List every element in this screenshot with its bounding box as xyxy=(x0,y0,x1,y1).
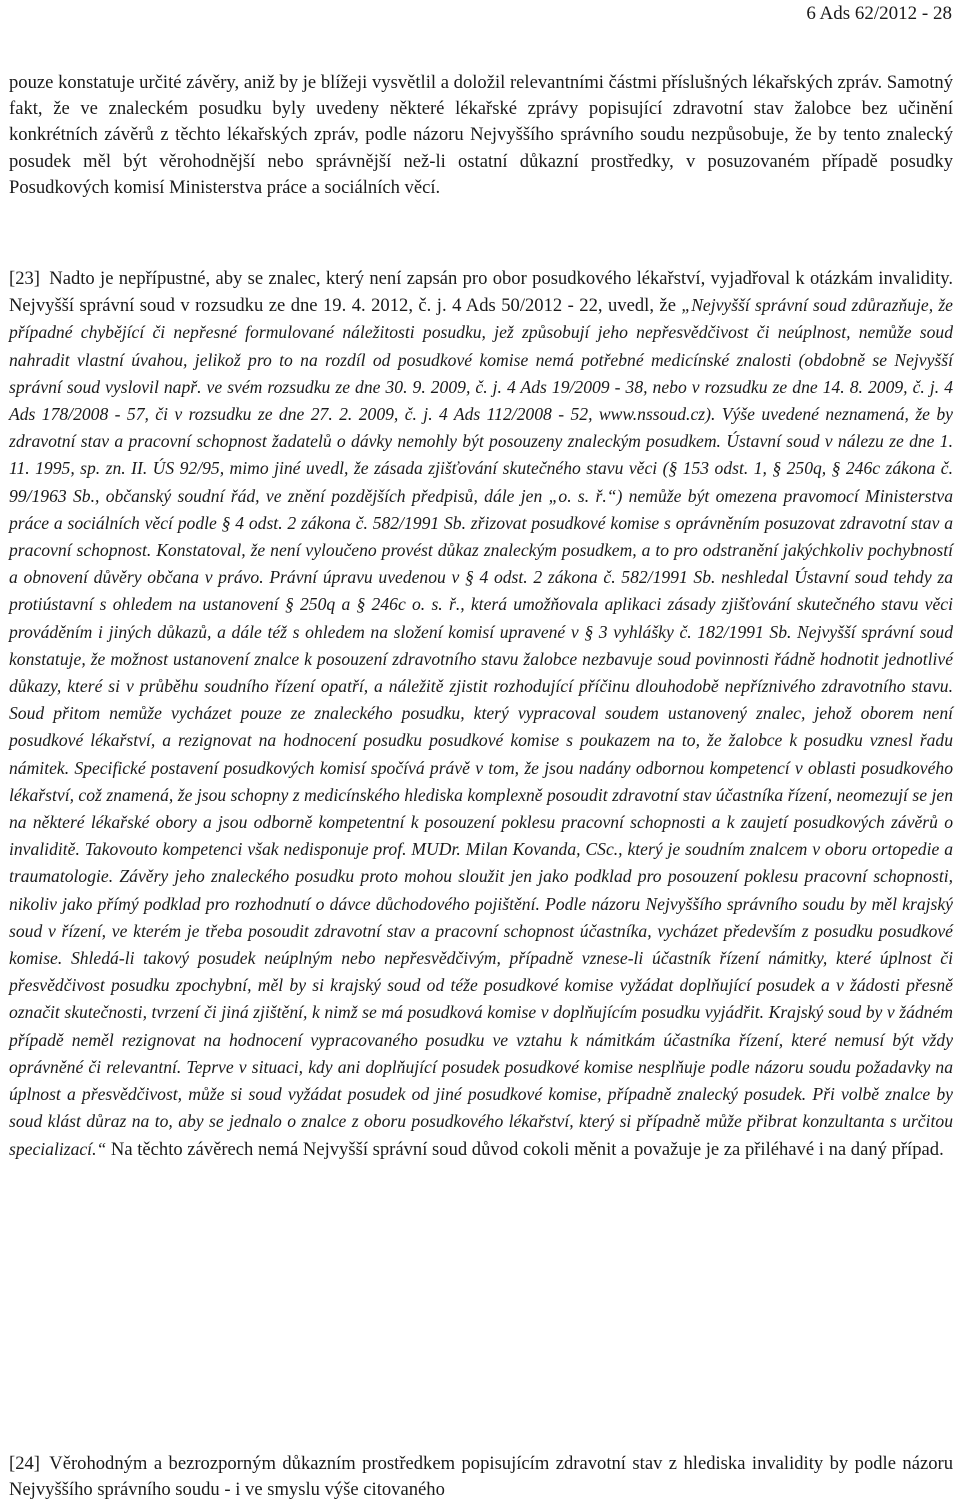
paragraph-closing-text: Na těchto závěrech nemá Nejvyšší správní soud důvod cokoli měnit a považuje je za přiléhavé i na daný případ. xyxy=(106,1138,944,1160)
quoted-judgment-text: „Nejvyšší správní soud zdůrazňuje, že případné chybějící či nepřesné formulované náležitosti posudku, jež způsobují jeho nepřesvědčivost či neúplnost, nemůže soud nahradit vlastní úvahou, jelikož pro to na rozdíl od posudkové komise nemá potřebné medicínské znalosti (obdobně se Nejvyšší správní soud vyslovil např. ve svém rozsudku ze dne 30. 9. 2009, č. j. 4 Ads 19/2009 - 38, nebo v rozsudku ze dne 14. 8. 2009, č. j. 4 Ads 178/2008 - 57, či v rozsudku ze dne 27. 2. 2009, č. j. 4 Ads 112/2008 - 52, www.nssoud.cz). Výše uvedené neznamená, že by zdravotní stav a pracovní schopnost žadatelů o dávky nemohly být posouzeny znaleckým posudkem. Ústavní soud v nálezu ze dne 1. 11. 1995, sp. zn. II. ÚS 92/95, mimo jiné uvedl, že zásada zjišťování skutečného stavu věci (§ 153 odst. 1, § 250q, § 246c zákona č. 99/1963 Sb., občanský soudní řád, ve znění pozdějších předpisů, dále jen „o. s. ř.“) nemůže být omezena pravomocí Ministerstva práce a sociálních věcí podle § 4 odst. 2 zákona č. 582/1991 Sb. zřizovat posudkové komise s oprávněním posuzovat zdravotní stav a pracovní schopnost. Konstatoval, že není vyloučeno provést důkaz znaleckým posudkem, a to pro odstranění jakýchkoliv pochybností a obnovení důvěry občana v právo. Právní úpravu uvedenou v § 4 odst. 2 zákona č. 582/1991 Sb. neshledal Ústavní soud tehdy za protiústavní s ohledem na ustanovení § 250q a § 246c o. s. ř., která umožňovala aplikaci zásady zjišťování skutečného stavu věci prováděním i jiných důkazů, a dále též s ohledem na složení komisí upravené v § 3 vyhlášky č. 182/1991 Sb. Nejvyšší správní soud konstatuje, že možnost ustanovení znalce k posouzení zdravotního stavu žalobce nezbavuje soud povinnosti řádně hodnotit jednotlivé důkazy, které si v průběhu soudního řízení opatří, a náležitě zjistit rozhodující příčinu dlouhodobě nepříznivého zdravotního stavu. Soud přitom nemůže vycházet pouze ze znaleckého posudku, který vypracoval soudem ustanovený znalec, jehož oborem není posudkové lékařství, a rezignovat na hodnocení posudku posudkové komise s poukazem na to, že žalobce k posudku vznesl řadu námitek. Specifické postavení posudkových komisí spočívá právě v tom, že jsou nadány odbornou kompetencí v oblasti posudkového lékařství, což znamená, že jsou schopny z medicínského hlediska komplexně posoudit zdravotní stav účastníka řízení, neomezují se jen na některé lékařské obory a jsou odborně kompetentní k posouzení poklesu pracovní schopnosti a k zaujetí posudkových závěrů o invaliditě. Takovouto kompetenci však nedisponuje prof. MUDr. Milan Kovanda, CSc., který je soudním znalcem v oboru ortopedie a traumatologie. Závěry jeho znaleckého posudku proto mohou sloužit jen jako podklad pro posouzení poklesu pracovní schopnosti, nikoliv jako přímý podklad pro rozhodnutí o dávce důchodového pojištění. Podle názoru Nejvyššího správního soudu by měl krajský soud v řízení, ve kterém je třeba posoudit zdravotní stav a pracovní schopnost účastníka, vycházet především z posudku posudkové komise. Shledá-li takový posudek neúplným nebo nepřesvědčivým, případně vznese-li účastník řízení námitky, které úplnost či přesvědčivost posudku zpochybní, měl by si krajský soud od téže posudkové komise vyžádat doplňující posudek a v žádosti přesně označit skutečnosti, tvrzení či jiná zjištění, k nimž se má posudková komise v doplňujícím posudku vyjádřit. Krajský soud by v žádném případě neměl rezignovat na hodnocení vypracovaného posudku ve vztahu k námitkám účastníka řízení, které nemusí být vždy oprávněné či relevantní. Teprve v situaci, kdy ani doplňující posudek posudkové komise nesplňuje podle názoru soudu požadavky na úplnost a přesvědčivost, může si soud vyžádat posudek od jiné posudkové komise, případně znalecký posudek. Při volbě znalce by soud klást důraz na to, aby se jednalo o znalce z oboru posudkového lékařství, který si případně může přibrat konzultanta s určitou specializací.“ xyxy=(9,295,953,1159)
paragraph-continuation xyxy=(9,70,953,201)
paragraph-marker: [24] xyxy=(9,1453,40,1474)
paragraph-text: pouze konstatuje určité závěry, aniž by je blížeji vysvětlil a doložil relevantními částmi příslušných lékařských zpráv. Samotný fakt, že ve znaleckém posudku byly uvedeny některé lékařské zprávy popisující zdravotní stav žalobce bez učinění konkrétních závěrů z těchto lékařských zpráv, podle názoru Nejvyššího správního soudu nezpůsobuje, že by tento znalecký posudek měl být věrohodnější nebo správnější než-li ostatní důkazní prostředky, v posuzovaném případě posudky Posudkových komisí Ministerstva práce a sociálních věcí. xyxy=(9,72,953,198)
paragraph-24 xyxy=(9,1451,953,1503)
page-header-reference: 6 Ads 62/2012 - 28 xyxy=(806,3,952,24)
paragraph-intro-text: Nadto je nepřípustné, aby se znalec, který není zapsán pro obor posudkového lékařství, vyjadřoval k otázkám invalidity. Nejvyšší správní soud v rozsudku ze dne 19. 4. 2012, č. j. 4 Ads 50/2012 - 22, uvedl, že xyxy=(9,268,953,317)
paragraph-23 xyxy=(9,266,953,1163)
paragraph-text: Věrohodným a bezrozporným důkazním prostředkem popisujícím zdravotní stav z hlediska invalidity by podle názoru Nejvyššího správního soudu - i ve smyslu výše citovaného xyxy=(9,1453,953,1501)
paragraph-marker: [23] xyxy=(9,268,40,289)
